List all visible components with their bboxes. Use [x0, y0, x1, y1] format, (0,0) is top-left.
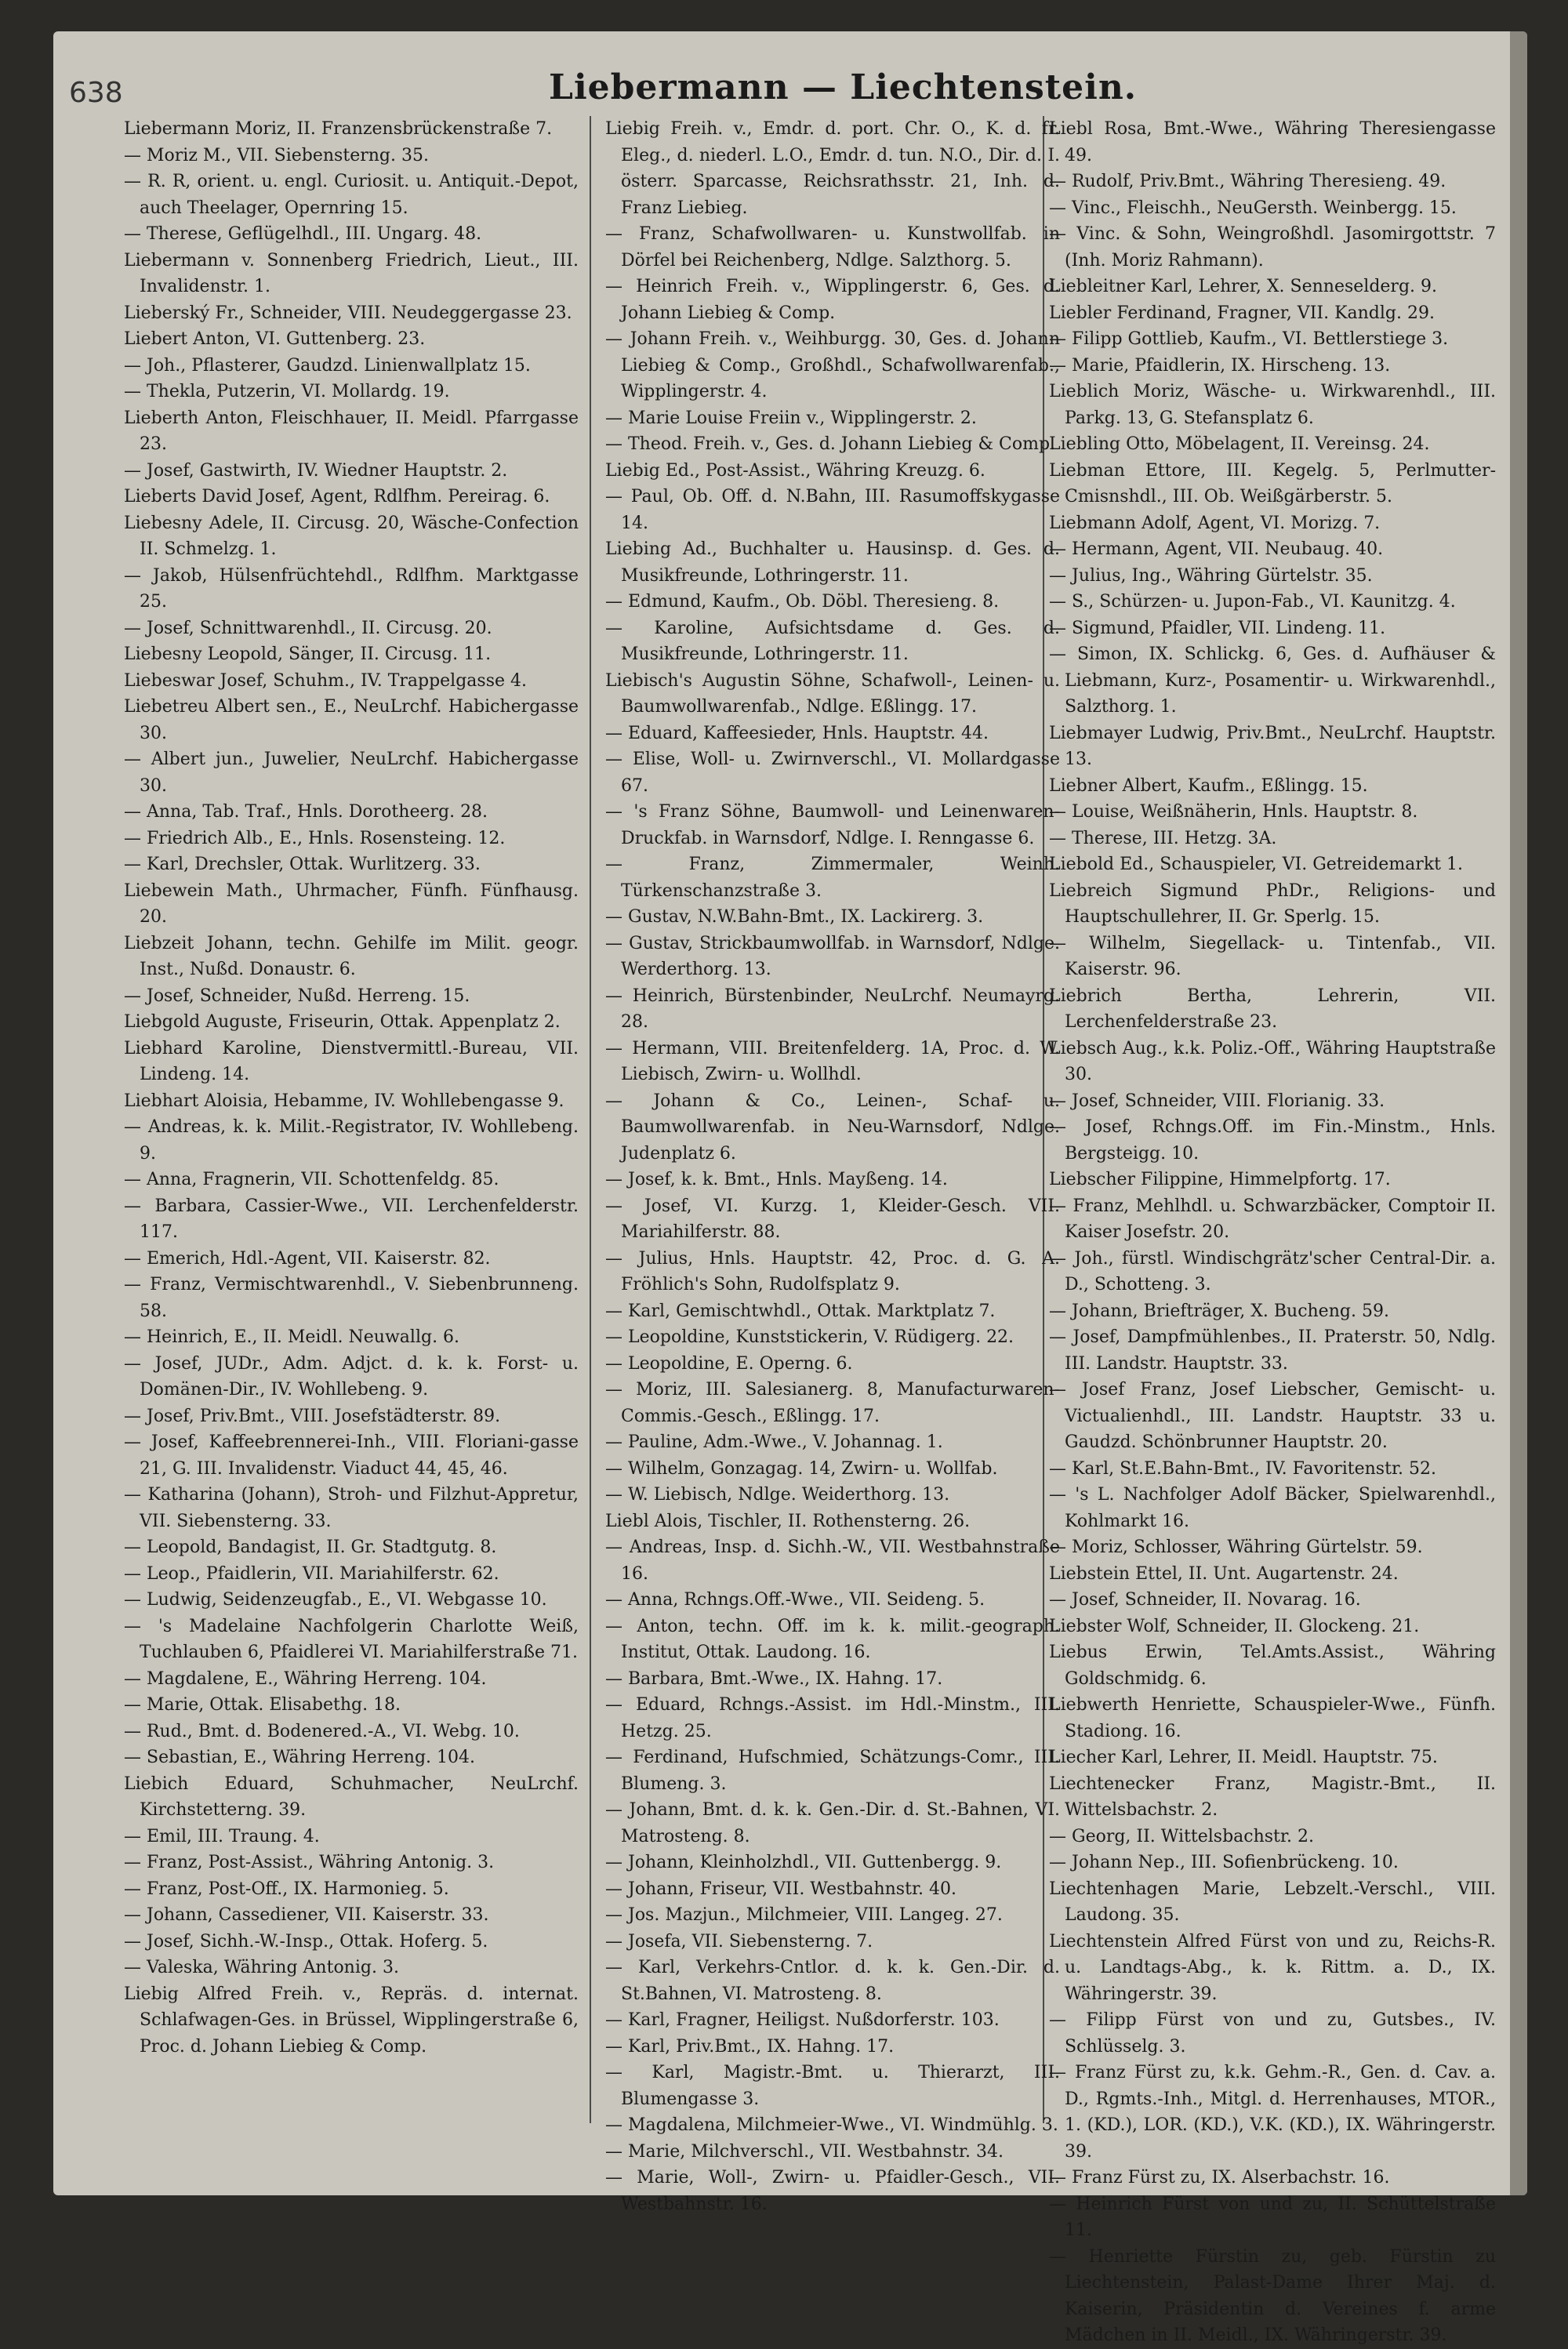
directory-entry: — Julius, Ing., Währing Gürtelstr. 35. [1049, 565, 1373, 586]
directory-entry: — Magdalena, Milchmeier-Wwe., VI. Windmühlg. 3. [605, 2115, 1058, 2135]
directory-entry: — Franz, Zimmermaler, Weinh. Türkenschanzstraße 3. [605, 855, 1060, 901]
directory-entry: Liebhard Karoline, Dienstvermittl.-Bureau, VII. Lindeng. 14. [124, 1038, 579, 1084]
directory-entry: — Paul, Ob. Off. d. N.Bahn, III. Rasumoffskygasse 14. [605, 487, 1060, 533]
directory-entry: — Leopold, Bandagist, II. Gr. Stadtgutg. 8. [124, 1538, 497, 1557]
directory-entry: — Franz, Mehlhdl. u. Schwarzbäcker, Comptoir II. Kaiser Josefstr. 20. [1049, 1196, 1496, 1242]
directory-entry: Liebleitner Karl, Lehrer, X. Senneselderg. 9. [1049, 277, 1438, 296]
directory-entry: — Marie, Woll-, Zwirn- u. Pfaidler-Gesch., VII. Westbahnstr. 16. [605, 2168, 1060, 2214]
directory-entry: — Josef, Sichh.-W.-Insp., Ottak. Hoferg. 5. [124, 1931, 488, 1951]
directory-entry: — Valeska, Währing Antonig. 3. [124, 1958, 399, 1977]
directory-entry: — Louise, Weißnäherin, Hnls. Hauptstr. 8. [1049, 802, 1418, 822]
directory-entry: — S., Schürzen- u. Jupon-Fab., VI. Kaunitzg. 4. [1049, 592, 1456, 612]
directory-entry: — Friedrich Alb., E., Hnls. Rosensteing. 12. [124, 828, 506, 848]
directory-entry: Liechtenecker Franz, Magistr.-Bmt., II. Wittelsbachstr. 2. [1049, 1774, 1496, 1820]
directory-entry: — Joh., Pflasterer, Gaudzd. Linienwallplatz 15. [124, 355, 531, 376]
directory-entry: — Pauline, Adm.-Wwe., V. Johannag. 1. [605, 1432, 943, 1452]
directory-entry: Liebwerth Henriette, Schauspieler-Wwe., Fünfh. Stadiong. 16. [1049, 1695, 1496, 1741]
column-rule [590, 116, 591, 2123]
directory-entry: — Moriz, Schlosser, Währing Gürtelstr. 59. [1049, 1538, 1423, 1557]
directory-entry: — Josef Franz, Josef Liebscher, Gemischt- u. Victualienhdl., III. Landstr. Hauptstr. 33 u. Gaudzd. Schönbrunner Hauptstr. 20. [1049, 1380, 1496, 1452]
directory-entry: — Johann, Friseur, VII. Westbahnstr. 40. [605, 1879, 957, 1899]
directory-entry: — Henriette Fürstin zu, geb. Fürstin zu Liechtenstein, Palast-Dame Ihrer Maj. d. Kaiserin, Präsidentin d. Vereines f. arme Mädchen in II. Meidl., IX. Währingerstr. 39. [1049, 2246, 1496, 2345]
directory-entry: Liebewein Math., Uhrmacher, Fünfh. Fünfhausg. 20. [124, 880, 579, 927]
directory-entry: Liechtenhagen Marie, Lebzelt.-Verschl., VIII. Laudong. 35. [1049, 1879, 1496, 1925]
column-1 [124, 116, 579, 2123]
directory-entry: Liebermann Moriz, II. Franzensbrückenstraße 7. [124, 119, 553, 139]
directory-entry: — Leopoldine, Kunststickerin, V. Rüdigerg. 22. [605, 1327, 1014, 1347]
directory-entry: — Heinrich Fürst von und zu, II. Schüttelstraße 11. [1049, 2194, 1496, 2240]
directory-entry: — Josef, Kaffeebrennerei-Inh., VIII. Floriani-gasse 21, G. III. Invalidenstr. Viaduct 44, 45, 46. [124, 1432, 579, 1479]
directory-entry: Liebler Ferdinand, Fragner, VII. Kandlg. 29. [1049, 303, 1435, 323]
directory-entry: Lieberts David Josef, Agent, Rdlfhm. Pereirag. 6. [124, 487, 550, 506]
directory-entry: — Andreas, Insp. d. Sichh.-W., VII. Westbahnstraße 16. [605, 1538, 1060, 1584]
directory-entry: Lieblich Moriz, Wäsche- u. Wirkwarenhdl., III. Parkg. 13, G. Stefansplatz 6. [1049, 382, 1496, 428]
directory-entry: — Edmund, Kaufm., Ob. Döbl. Theresieng. 8. [605, 592, 1000, 612]
directory-entry: — Barbara, Cassier-Wwe., VII. Lerchenfelderstr. 117. [124, 1196, 579, 1242]
directory-entry: — Franz, Vermischtwarenhdl., V. Siebenbrunneng. 58. [124, 1275, 579, 1321]
directory-entry: — Leopoldine, E. Operng. 6. [605, 1353, 853, 1374]
directory-entry: — Josef, Schneider, VIII. Florianig. 33. [1049, 1091, 1385, 1111]
directory-entry: — Vinc., Fleischh., NeuGersth. Weinbergg. 15. [1049, 198, 1457, 218]
directory-entry: Liebling Otto, Möbelagent, II. Vereinsg. 24. [1049, 434, 1430, 454]
directory-entry: Liebman Ettore, III. Kegelg. 5, Perlmutter-Cmisnshdl., III. Ob. Weißgärberstr. 5. [1049, 460, 1496, 506]
directory-entry: — Karl, Gemischtwhdl., Ottak. Marktplatz 7. [605, 1301, 996, 1321]
directory-entry: Liebetreu Albert sen., E., NeuLrchf. Habichergasse 30. [124, 697, 579, 743]
directory-entry: — Barbara, Bmt.-Wwe., IX. Hahng. 17. [605, 1668, 943, 1689]
directory-entry: Liebermann v. Sonnenberg Friedrich, Lieut., III. Invalidenstr. 1. [124, 250, 579, 296]
directory-entry: — Emerich, Hdl.-Agent, VII. Kaiserstr. 82. [124, 1248, 491, 1269]
directory-entry: — Johann, Cassediener, VII. Kaiserstr. 33. [124, 1905, 489, 1925]
directory-entry: — Sigmund, Pfaidler, VII. Lindeng. 11. [1049, 618, 1386, 638]
directory-entry: Liebisch's Augustin Söhne, Schafwoll-, Leinen- u. Baumwollwarenfab., Ndlge. Eßlingg. 17. [605, 670, 1060, 717]
directory-entry: — Magdalene, E., Währing Herreng. 104. [124, 1668, 487, 1689]
directory-entry: — Moriz, III. Salesianerg. 8, Manufacturwaren-Commis.-Gesch., Eßlingg. 17. [605, 1380, 1060, 1426]
directory-entry: — Karl, Priv.Bmt., IX. Hahng. 17. [605, 2036, 895, 2057]
directory-entry: — Josef, VI. Kurzg. 1, Kleider-Gesch. VII. Mariahilferstr. 88. [605, 1196, 1060, 1242]
directory-entry: — Therese, Geflügelhdl., III. Ungarg. 48. [124, 224, 482, 244]
directory-entry: — Johann & Co., Leinen-, Schaf- u. Baumwollwarenfab. in Neu-Warnsdorf, Ndlge. Judenplatz 6. [605, 1091, 1060, 1164]
directory-entry: — Vinc. & Sohn, Weingroßhdl. Jasomirgottstr. 7 (Inh. Moriz Rahmann). [1049, 224, 1496, 270]
directory-entry: — Rudolf, Priv.Bmt., Währing Theresieng. 49. [1049, 172, 1446, 191]
directory-entry: Liebstein Ettel, II. Unt. Augartenstr. 24. [1049, 1563, 1399, 1584]
directory-entry: — Eduard, Rchngs.-Assist. im Hdl.-Minstm., III. Hetzg. 25. [605, 1695, 1060, 1741]
directory-entry: Liebl Alois, Tischler, II. Rothensterng. 26. [605, 1511, 971, 1531]
directory-entry: Liebl Rosa, Bmt.-Wwe., Währing Theresiengasse 49. [1049, 119, 1496, 165]
directory-entry: — Karl, Fragner, Heiligst. Nußdorferstr. 103. [605, 2010, 1000, 2030]
directory-entry: Liebner Albert, Kaufm., Eßlingg. 15. [1049, 775, 1368, 796]
directory-entry: — Josef, Dampfmühlenbes., II. Praterstr. 50, Ndlg. III. Landstr. Hauptstr. 33. [1049, 1327, 1496, 1374]
directory-entry: — Elise, Woll- u. Zwirnverschl., VI. Mollardgasse 67. [605, 750, 1060, 796]
directory-entry: — Jos. Mazjun., Milchmeier, VIII. Langeg. 27. [605, 1905, 1003, 1925]
directory-entry: — Emil, III. Traung. 4. [124, 1826, 320, 1846]
directory-entry: — Marie, Pfaidlerin, IX. Hirscheng. 13. [1049, 355, 1391, 376]
directory-entry: Liebgold Auguste, Friseurin, Ottak. Appenplatz 2. [124, 1012, 561, 1032]
directory-entry: — Franz, Schafwollwaren- u. Kunstwollfab. in Dörfel bei Reichenberg, Ndlge. Salzthorg. 5. [605, 224, 1060, 270]
directory-entry: Liebzeit Johann, techn. Gehilfe im Milit. geogr. Inst., Nußd. Donaustr. 6. [124, 933, 579, 979]
directory-entry: Liebesny Adele, II. Circusg. 20, Wäsche-Confection II. Schmelzg. 1. [124, 513, 579, 559]
directory-entry: — Heinrich, Bürstenbinder, NeuLrchf. Neumayrg. 28. [605, 986, 1060, 1032]
directory-entry: Liebsch Aug., k.k. Poliz.-Off., Währing Hauptstraße 30. [1049, 1038, 1496, 1084]
column-3 [1049, 116, 1496, 2345]
directory-entry: — Josef, JUDr., Adm. Adjct. d. k. k. Forst- u. Domänen-Dir., IV. Wohllebeng. 9. [124, 1353, 579, 1400]
running-head: Liebermann — Liechtenstein. [549, 67, 1138, 107]
directory-entry: — Marie, Milchverschl., VII. Westbahnstr. 34. [605, 2141, 1004, 2162]
directory-entry: Liebreich Sigmund PhDr., Religions- und Hauptschullehrer, II. Gr. Sperlg. 15. [1049, 880, 1496, 927]
directory-entry: — Theod. Freih. v., Ges. d. Johann Liebieg & Comp. [605, 434, 1056, 454]
directory-entry: — Franz, Post-Assist., Währing Antonig. 3. [124, 1853, 495, 1872]
directory-entry: Liebeswar Josef, Schuhm., IV. Trappelgasse 4. [124, 670, 528, 691]
directory-entry: — Josef, Schneider, Nußd. Herreng. 15. [124, 986, 470, 1006]
directory-entry: — Josefa, VII. Siebensterng. 7. [605, 1931, 873, 1951]
directory-entry: — Heinrich Freih. v., Wipplingerstr. 6, Ges. d. Johann Liebieg & Comp. [605, 277, 1060, 323]
directory-entry: — R. R, orient. u. engl. Curiosit. u. Antiquit.-Depot, auch Theelager, Opernring 15. [124, 172, 579, 218]
directory-entry: — Josef, Gastwirth, IV. Wiedner Hauptstr. 2. [124, 460, 508, 481]
directory-entry: — Albert jun., Juwelier, NeuLrchf. Habichergasse 30. [124, 750, 579, 796]
directory-entry: — Eduard, Kaffeesieder, Hnls. Hauptstr. 44. [605, 723, 989, 743]
directory-entry: — Karl, Magistr.-Bmt. u. Thierarzt, III. Blumengasse 3. [605, 2063, 1060, 2109]
directory-entry: Liebig Freih. v., Emdr. d. port. Chr. O., K. d. fr. Eleg., d. niederl. L.O., Emdr. d. tun. N.O., Dir. d. I. österr. Sparcasse, Reichsrathsstr. 21, Inh. d. Franz Liebieg. [605, 119, 1060, 218]
directory-entry: — Heinrich, E., II. Meidl. Neuwallg. 6. [124, 1327, 460, 1347]
directory-entry: — Josef, k. k. Bmt., Hnls. Mayßeng. 14. [605, 1170, 948, 1189]
directory-entry: — Karl, St.E.Bahn-Bmt., IV. Favoritenstr. 52. [1049, 1458, 1437, 1479]
directory-entry: — Ferdinand, Hufschmied, Schätzungs-Comr., III. Blumeng. 3. [605, 1748, 1060, 1794]
directory-entry: — Anton, techn. Off. im k. k. milit.-geograph. Institut, Ottak. Laudong. 16. [605, 1616, 1060, 1662]
directory-entry: — Johann, Kleinholzhdl., VII. Guttenbergg. 9. [605, 1853, 1002, 1872]
directory-entry: — Simon, IX. Schlickg. 6, Ges. d. Aufhäuser & Liebmann, Kurz-, Posamentir- u. Wirkwarenhdl., Salzthorg. 1. [1049, 644, 1496, 717]
directory-entry: — Josef, Priv.Bmt., VIII. Josefstädterstr. 89. [124, 1406, 501, 1426]
directory-entry: — Thekla, Putzerin, VI. Mollardg. 19. [124, 382, 450, 401]
directory-entry: — Ludwig, Seidenzeugfab., E., VI. Webgasse 10. [124, 1590, 547, 1610]
directory-entry: — Katharina (Johann), Stroh- und Filzhut-Appretur, VII. Siebensterng. 33. [124, 1485, 579, 1531]
directory-entry: Liebhart Aloisia, Hebamme, IV. Wohllebengasse 9. [124, 1091, 564, 1111]
directory-entry: — Gustav, N.W.Bahn-Bmt., IX. Lackirerg. 3. [605, 907, 984, 927]
directory-entry: Liebscher Filippine, Himmelpfortg. 17. [1049, 1170, 1391, 1189]
directory-entry: — Karl, Drechsler, Ottak. Wurlitzerg. 33. [124, 855, 481, 874]
directory-entry: — Franz, Post-Off., IX. Harmonieg. 5. [124, 1879, 449, 1899]
directory-entry: Liechtenstein Alfred Fürst von und zu, Reichs-R. u. Landtags-Abg., k. k. Rittm. a. D., IX. Währingerstr. 39. [1049, 1931, 1496, 2004]
directory-entry: Liebmayer Ludwig, Priv.Bmt., NeuLrchf. Hauptstr. 13. [1049, 723, 1496, 769]
directory-entry: Liebmann Adolf, Agent, VI. Morizg. 7. [1049, 513, 1381, 533]
directory-entry: — Karoline, Aufsichtsdame d. Ges. d. Musikfreunde, Lothringerstr. 11. [605, 618, 1060, 664]
directory-entry: Liecher Karl, Lehrer, II. Meidl. Hauptstr. 75. [1049, 1748, 1438, 1767]
directory-entry: — Anna, Tab. Traf., Hnls. Dorotheerg. 28. [124, 802, 488, 822]
directory-entry: — Andreas, k. k. Milit.-Registrator, IV. Wohllebeng. 9. [124, 1117, 579, 1164]
directory-entry: — Rud., Bmt. d. Bodenered.-A., VI. Webg. 10. [124, 1721, 520, 1741]
directory-entry: Liebus Erwin, Tel.Amts.Assist., Währing Goldschmidg. 6. [1049, 1643, 1496, 1689]
directory-entry: — Anna, Fragnerin, VII. Schottenfeldg. 85. [124, 1170, 499, 1189]
directory-entry: — Joh., fürstl. Windischgrätz'scher Central-Dir. a. D., Schotteng. 3. [1049, 1248, 1496, 1294]
directory-entry: — Franz Fürst zu, k.k. Gehm.-R., Gen. d. Cav. a. D., Rgmts.-Inh., Mitgl. d. Herrenhauses, MTOR., 1. (KD.), LOR. (KD.), V.K. (KD.), IX. Währingerstr. 39. [1049, 2063, 1496, 2162]
directory-entry: — Sebastian, E., Währing Herreng. 104. [124, 1748, 476, 1767]
directory-entry: — Therese, III. Hetzg. 3A. [1049, 828, 1277, 848]
column-2 [605, 116, 1060, 2214]
directory-entry: — Hermann, VIII. Breitenfelderg. 1A, Proc. d. W. Liebisch, Zwirn- u. Wollhdl. [605, 1038, 1060, 1084]
directory-entry: Liebich Eduard, Schuhmacher, NeuLrchf. Kirchstetterng. 39. [124, 1774, 579, 1820]
directory-entry: — Jakob, Hülsenfrüchtehdl., Rdlfhm. Marktgasse 25. [124, 565, 579, 612]
directory-entry: — Marie, Ottak. Elisabethg. 18. [124, 1695, 401, 1715]
directory-entry: Lieberth Anton, Fleischhauer, II. Meidl. Pfarrgasse 23. [124, 408, 579, 454]
directory-entry: Liebig Alfred Freih. v., Repräs. d. internat. Schlafwagen-Ges. in Brüssel, Wipplingerstraße 6, Proc. d. Johann Liebieg & Comp. [124, 1984, 579, 2057]
page-edge [1510, 31, 1527, 2195]
directory-entry: — Julius, Hnls. Hauptstr. 42, Proc. d. G. A. Fröhlich's Sohn, Rudolfsplatz 9. [605, 1248, 1060, 1294]
directory-entry: Lieberský Fr., Schneider, VIII. Neudeggergasse 23. [124, 303, 572, 323]
directory-entry: Liebster Wolf, Schneider, II. Glockeng. 21. [1049, 1616, 1420, 1636]
directory-entry: Liebrich Bertha, Lehrerin, VII. Lerchenfelderstraße 23. [1049, 986, 1496, 1032]
directory-entry: Liebesny Leopold, Sänger, II. Circusg. 11. [124, 644, 492, 664]
directory-entry: — Leop., Pfaidlerin, VII. Mariahilferstr. 62. [124, 1563, 499, 1584]
directory-entry: — Johann, Briefträger, X. Bucheng. 59. [1049, 1301, 1389, 1321]
directory-entry: — Anna, Rchngs.Off.-Wwe., VII. Seideng. 5. [605, 1590, 985, 1610]
directory-entry: — 's L. Nachfolger Adolf Bäcker, Spielwarenhdl., Kohlmarkt 16. [1049, 1485, 1496, 1531]
directory-entry: — W. Liebisch, Ndlge. Weiderthorg. 13. [605, 1485, 950, 1505]
directory-entry: — Filipp Fürst von und zu, Gutsbes., IV. Schlüsselg. 3. [1049, 2010, 1496, 2057]
directory-entry: — Gustav, Strickbaumwollfab. in Warnsdorf, Ndlge. Werderthorg. 13. [605, 933, 1060, 979]
directory-entry: — Wilhelm, Siegellack- u. Tintenfab., VII. Kaiserstr. 96. [1049, 933, 1496, 979]
directory-entry: Liebert Anton, VI. Guttenberg. 23. [124, 329, 426, 349]
directory-entry: — Karl, Verkehrs-Cntlor. d. k. k. Gen.-Dir. d. St.Bahnen, VI. Matrosteng. 8. [605, 1958, 1060, 2004]
directory-entry: — Marie Louise Freiin v., Wipplingerstr. 2. [605, 408, 977, 428]
directory-entry: — Hermann, Agent, VII. Neubaug. 40. [1049, 539, 1384, 559]
directory-entry: — Filipp Gottlieb, Kaufm., VI. Bettlerstiege 3. [1049, 329, 1449, 349]
directory-entry: Liebold Ed., Schauspieler, VI. Getreidemarkt 1. [1049, 855, 1463, 874]
directory-entry: — 's Franz Söhne, Baumwoll- und Leinenwaren-Druckfab. in Warnsdorf, Ndlge. I. Renngasse 6. [605, 802, 1060, 848]
directory-entry: — Johann, Bmt. d. k. k. Gen.-Dir. d. St.-Bahnen, VI. Matrosteng. 8. [605, 1800, 1060, 1846]
directory-entry: — Wilhelm, Gonzagag. 14, Zwirn- u. Wollfab. [605, 1458, 998, 1479]
directory-entry: — Josef, Rchngs.Off. im Fin.-Minstm., Hnls. Bergsteigg. 10. [1049, 1117, 1496, 1164]
directory-entry: — Franz Fürst zu, IX. Alserbachstr. 16. [1049, 2168, 1390, 2187]
directory-entry: Liebig Ed., Post-Assist., Währing Kreuzg. 6. [605, 460, 985, 481]
directory-entry: — Josef, Schnittwarenhdl., II. Circusg. 20. [124, 618, 492, 638]
directory-entry: — Johann Nep., III. Sofienbrückeng. 10. [1049, 1853, 1399, 1872]
page-number: 638 [69, 77, 123, 109]
directory-entry: — Josef, Schneider, II. Novarag. 16. [1049, 1590, 1361, 1610]
directory-entry: — Georg, II. Wittelsbachstr. 2. [1049, 1826, 1314, 1846]
directory-entry: — Moriz M., VII. Siebensterng. 35. [124, 145, 429, 165]
directory-entry: — Johann Freih. v., Weihburgg. 30, Ges. d. Johann Liebieg & Comp., Großhdl., Schafwollwarenfab., Wipplingerstr. 4. [605, 329, 1060, 401]
directory-entry: — 's Madelaine Nachfolgerin Charlotte Weiß, Tuchlauben 6, Pfaidlerei VI. Mariahilferstraße 71. [124, 1616, 579, 1662]
directory-entry: Liebing Ad., Buchhalter u. Hausinsp. d. Ges. d. Musikfreunde, Lothringerstr. 11. [605, 539, 1060, 586]
